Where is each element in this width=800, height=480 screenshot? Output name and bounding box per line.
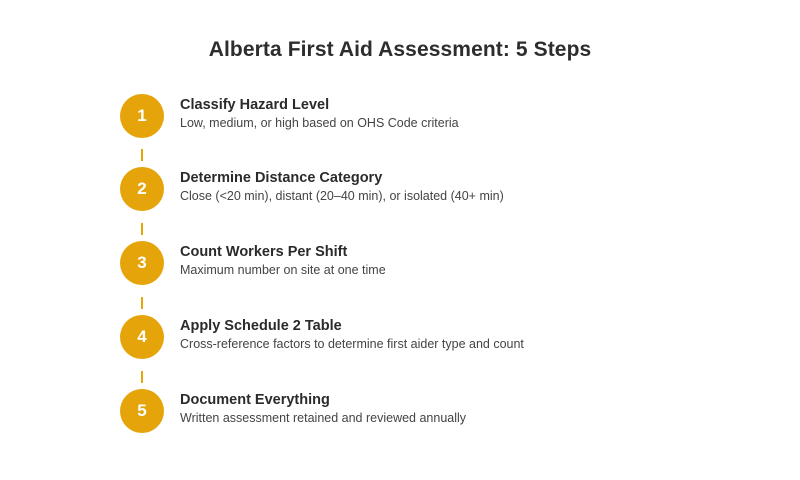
step-title: Document Everything bbox=[180, 392, 330, 408]
step-description: Low, medium, or high based on OHS Code criteria bbox=[180, 116, 459, 130]
diagram-title: Alberta First Aid Assessment: 5 Steps bbox=[208, 38, 592, 61]
step-number-badge: 3 bbox=[120, 241, 164, 285]
step-connector bbox=[141, 297, 143, 309]
step-1 bbox=[120, 94, 720, 138]
step-2 bbox=[120, 167, 720, 211]
step-4 bbox=[120, 315, 720, 359]
step-title: Count Workers Per Shift bbox=[180, 244, 348, 260]
step-title: Determine Distance Category bbox=[180, 170, 383, 186]
step-3 bbox=[120, 241, 720, 285]
step-title: Apply Schedule 2 Table bbox=[180, 318, 342, 334]
step-number-badge: 1 bbox=[120, 94, 164, 138]
step-description: Cross-reference factors to determine first aider type and count bbox=[180, 337, 524, 351]
step-connector bbox=[141, 223, 143, 235]
step-description: Written assessment retained and reviewed annually bbox=[180, 411, 467, 425]
step-description: Close (<20 min), distant (20–40 min), or isolated (40+ min) bbox=[180, 189, 504, 203]
step-connector bbox=[141, 371, 143, 383]
step-number-badge: 5 bbox=[120, 389, 164, 433]
step-5 bbox=[120, 389, 720, 433]
step-number-badge: 4 bbox=[120, 315, 164, 359]
step-connector bbox=[141, 149, 143, 161]
step-number-badge: 2 bbox=[120, 167, 164, 211]
step-title: Classify Hazard Level bbox=[180, 97, 330, 113]
step-description: Maximum number on site at one time bbox=[180, 263, 386, 277]
